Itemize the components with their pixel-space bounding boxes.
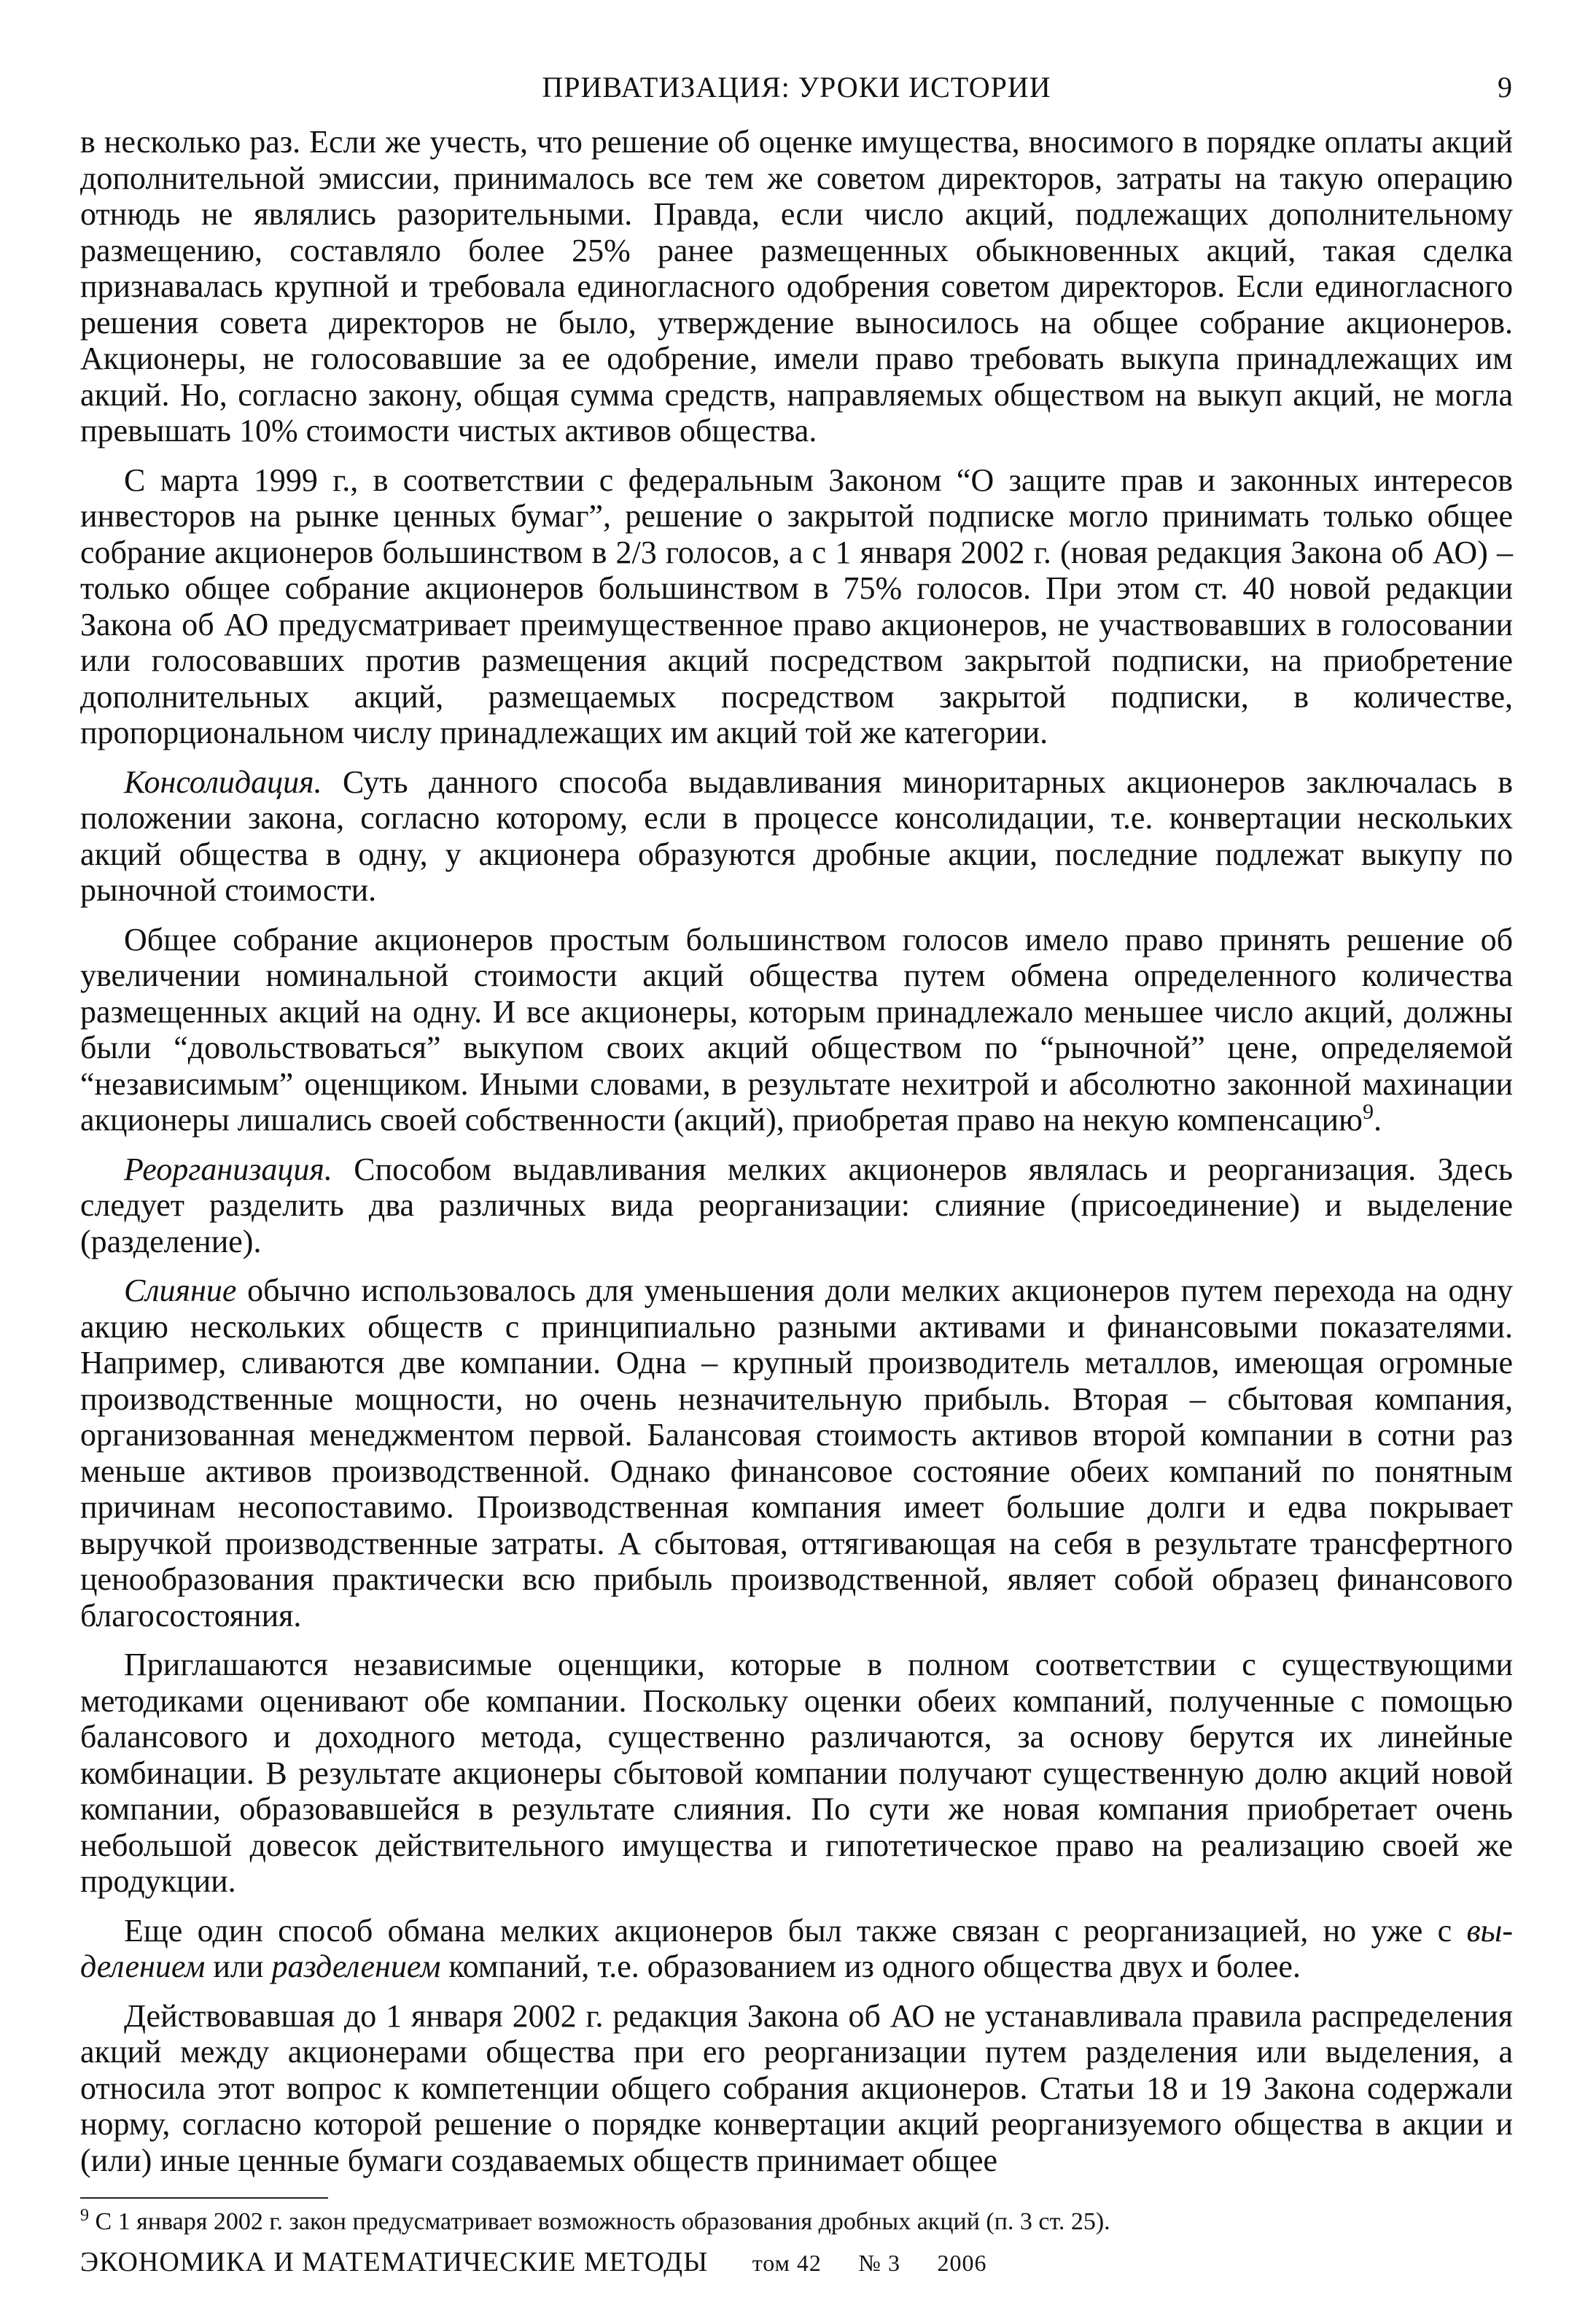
paragraph-text: С марта 1999 г., в соответствии с федеральным Законом “О защите прав и законных интересов инвесторов на рынке ценных бумаг”, решение о закрытой подписке могло принимать только общее собрание акционеров большинством в 2/3 голосов, а с 1 января 2002 г. (новая редакция Закона об АО) – только общее собрание акционеров большинством в 75% голосов. При этом ст. 40 новой редакции Закона об АО предусматривает преимущественное право акционеров, не участвовавших в голосовании или голосовавших против размещения акций посредством закрытой подписки, на приобретение дополнительных акций, размещаемых посредством закрытой подписки, в количестве, пропорциональном числу принадлежащих им акций той же категории. bbox=[80, 462, 1513, 750]
journal-volume: том 42 bbox=[752, 2250, 822, 2276]
paragraph-text: обычно использовалось для уменьшения доли мелких акционеров путем перехода на одну акцию нескольких обществ с принципиально разными активами и финансовыми показателями. Например, сливаются две компании. Одна – крупный производитель металлов, имеющая огромные производственные мощности, но очень незначительную прибыль. Вторая – сбытовая компания, организованная менеджментом первой. Балансовая стоимость активов второй компании в сотни раз меньше активов производственной. Однако финансовое состояние обеих компаний по понятным причинам несопоставимо. Производственная компания имеет большие долги и едва покрывает выручкой производственные затраты. А сбытовая, оттягивающая на себя в результате трансфертного ценообразования практически всю прибыль производственной, являет собой образец финансового благосостояния. bbox=[80, 1273, 1514, 1634]
running-head bbox=[80, 66, 1513, 124]
paragraph-text: Суть данного способа выдавливания миноритарных акционеров заключалась в положении закона, согласно которому, если в процессе консолидации, т.е. конвертации нескольких акций общества в одну, у акционера образуются дробные акции, последние подлежат выкупу по рыночной стоимости. bbox=[80, 764, 1514, 908]
paragraph-text: Еще один способ обмана мелких акционеров был также связан с реорганизацией, но уже с bbox=[124, 1912, 1452, 1949]
paragraph-text: в несколько раз. Если же учесть, что решение об оценке имущества, вносимого в порядке оплаты акций дополнительной эмиссии, принималось все тем же советом директоров, затраты на такую операцию отнюдь не являлись разорительными. Правда, если число акций, подлежащих дополнительному размещению, составляло более 25% ранее размещенных обыкновенных акций, такая сделка признавалась крупной и требовала единогласного одобрения советом директоров. Если единогласного решения совета директоров не было, утверждение выносилось на общее собрание акционеров. Акционеры, не голосовавшие за ее одобрение, имели право требовать выкупа принадлежащих им акций. Но, согласно закону, общая сумма средств, направляемых обществом на выкуп акций, не могла превышать 10% стоимости чистых активов общества. bbox=[80, 124, 1513, 448]
section-lead-merger: Слияние bbox=[124, 1273, 237, 1308]
paragraph-2 bbox=[80, 462, 1513, 751]
paragraph-consolidation bbox=[80, 764, 1513, 909]
emphasis-term: выделением bbox=[80, 1912, 1514, 1984]
paragraph-1 bbox=[80, 124, 1513, 449]
footnote-divider bbox=[80, 2197, 328, 2199]
section-lead-consolidation: Консолидация. bbox=[124, 764, 322, 800]
paragraph-text: Способом выдавливания мелких акционеров являлась и реорганизация. Здесь следует разделить два различных вида реорганизации: слияние (присоединение) и выделение (разделение). bbox=[80, 1151, 1514, 1259]
footnote-text: С 1 января 2002 г. закон предусматривает возможность образования дробных акций (п. 3 ст. 25). bbox=[95, 2208, 1110, 2235]
journal-footer bbox=[80, 2246, 1513, 2278]
paragraph-reorganization bbox=[80, 1151, 1513, 1260]
paragraph-text: компаний, т.е. образованием из одного общества двух и более. bbox=[448, 1949, 1301, 1984]
paragraph-text: или bbox=[213, 1949, 264, 1984]
paragraph-text: Общее собрание акционеров простым большинством голосов имело право принять решение об увеличении номинальной стоимости акций общества путем обмена определенного количества размещенных акций на одну. И все акционеры, которым принадлежало меньшее число акций, должны были “довольствоваться” выкупом своих акций обществом по “рыночной” цене, определяемой “независимым” оценщиком. Иными словами, в результате нехитрой и абсолютно законной махинации акционеры лишались своей собственности (акций), приобретая право на некую компенсацию bbox=[80, 921, 1513, 1138]
journal-name: ЭКОНОМИКА И МАТЕМАТИЧЕСКИЕ МЕТОДЫ bbox=[80, 2247, 709, 2277]
paragraph-8 bbox=[80, 1913, 1513, 1985]
paragraph-tail: . bbox=[1373, 1102, 1382, 1138]
journal-year: 2006 bbox=[937, 2250, 987, 2276]
emphasis-term: разделением bbox=[271, 1949, 441, 1984]
running-head-title: ПРИВАТИЗАЦИЯ: УРОКИ ИСТОРИИ bbox=[542, 71, 1051, 104]
paragraph-7 bbox=[80, 1647, 1513, 1900]
paragraph-text: Действовавшая до 1 января 2002 г. редакция Закона об АО не устанавливала правила распределения акций между акционерами общества при его реорганизации путем разделения или выделения, а относила этот вопрос к компетенции общего собрания акционеров. Статьи 18 и 19 Закона содержали норму, согласно которой решение о порядке конвертации акций реорганизуемого общества в акции и (или) иные ценные бумаги создаваемых обществ принимает общее bbox=[80, 1997, 1513, 2178]
footnote-mark: 9 bbox=[80, 2206, 89, 2225]
section-lead-reorganization: Реорганизация. bbox=[124, 1151, 332, 1187]
article-page bbox=[80, 66, 1513, 2238]
paragraph-text: Приглашаются независимые оценщики, которые в полном соответствии с существующими методиками оценивают обе компании. Поскольку оценки обеих компаний, полученные с помощью балансового и доходного метода, существенно различаются, за основу берутся их линейные комбинации. В результате акционеры сбытовой компании получают существенную долю акций новой компании, образовавшейся в результате слияния. По сути же новая компания приобретает очень небольшой довесок действительного имущества и гипотетическое право на реализацию своей же продукции. bbox=[80, 1647, 1513, 1899]
page-number: 9 bbox=[1498, 71, 1513, 104]
paragraph-merger bbox=[80, 1273, 1513, 1634]
paragraph-9 bbox=[80, 1998, 1513, 2179]
footnote bbox=[80, 2206, 1513, 2238]
journal-issue: № 3 bbox=[858, 2250, 900, 2276]
paragraph-4 bbox=[80, 922, 1513, 1138]
article-body bbox=[80, 124, 1513, 2178]
footnote-reference: 9 bbox=[1362, 1100, 1374, 1124]
